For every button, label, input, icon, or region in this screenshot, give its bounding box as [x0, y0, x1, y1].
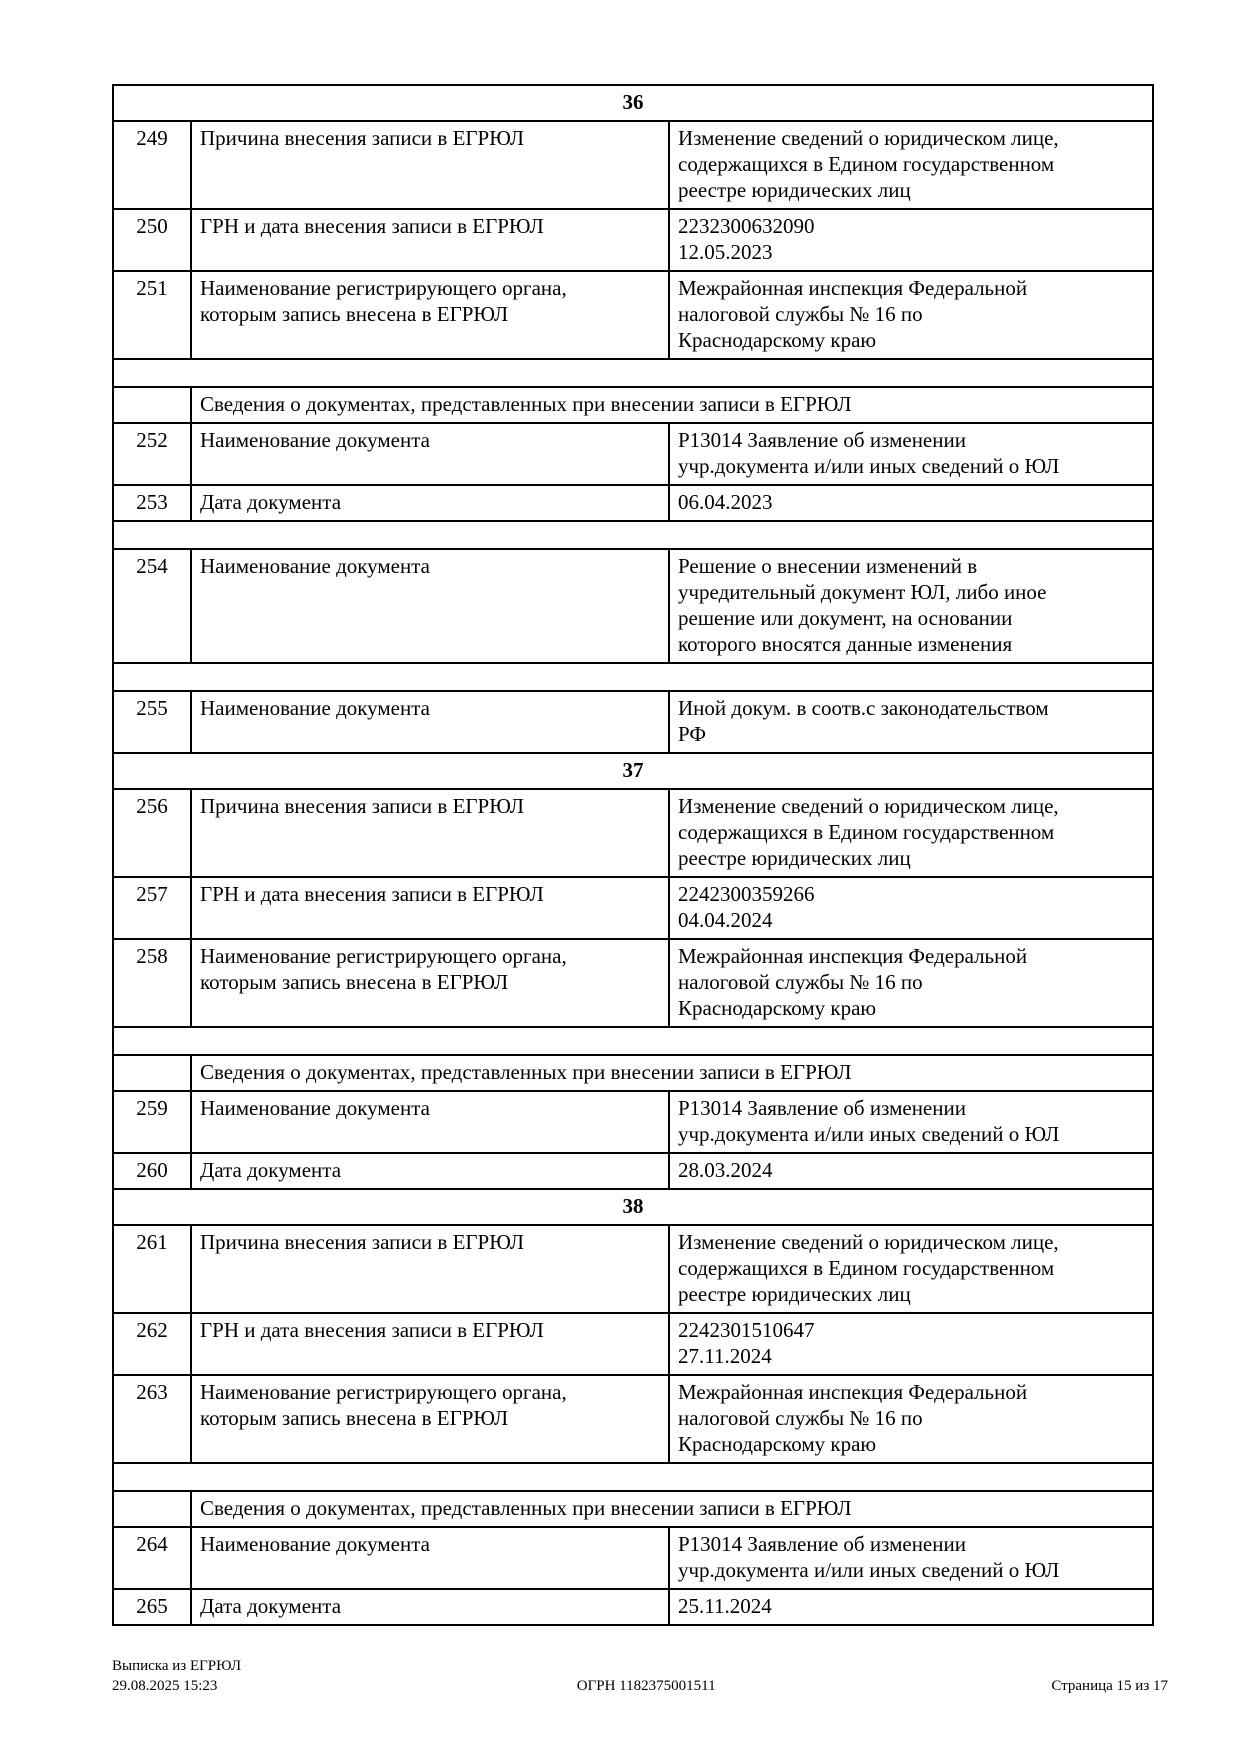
- footer-generated-timestamp: 29.08.2025 15:23: [112, 1678, 218, 1694]
- spacer-row: [113, 1027, 1153, 1055]
- spacer-row: [113, 663, 1153, 691]
- spacer-row: [113, 521, 1153, 549]
- field-row: [113, 939, 1153, 1027]
- spacer-row: [113, 1463, 1153, 1491]
- spacer-cell: [113, 359, 1153, 387]
- row-number-cell: 264: [113, 1527, 191, 1589]
- section-number: 37: [113, 753, 1153, 789]
- field-label-cell: ГРН и дата внесения записи в ЕГРЮЛ: [191, 1313, 669, 1375]
- field-value-cell: Р13014 Заявление об изменении учр.документа и/или иных сведений о ЮЛ: [669, 423, 1153, 485]
- spacer-row: [113, 359, 1153, 387]
- field-label-cell: Наименование документа: [191, 549, 669, 663]
- field-label-cell: Дата документа: [191, 485, 669, 521]
- footer-ogrn: ОГРН 1182375001511: [576, 1678, 716, 1694]
- field-value-cell: Изменение сведений о юридическом лице, содержащихся в Едином государственном реестре юридических лиц: [669, 1225, 1153, 1313]
- footer-doc-info: [112, 1656, 241, 1696]
- documents-info-header-row: [113, 1055, 1153, 1091]
- section-number: 36: [113, 85, 1153, 121]
- field-value-cell: Изменение сведений о юридическом лице, содержащихся в Едином государственном реестре юридических лиц: [669, 121, 1153, 209]
- row-number-cell: 252: [113, 423, 191, 485]
- field-value-cell: Иной докум. в соотв.с законодательством РФ: [669, 691, 1153, 753]
- row-number-cell: 251: [113, 271, 191, 359]
- field-label-cell: Наименование регистрирующего органа, которым запись внесена в ЕГРЮЛ: [191, 1375, 669, 1463]
- field-row: [113, 423, 1153, 485]
- row-number-cell: 255: [113, 691, 191, 753]
- row-number-cell-empty: [113, 1055, 191, 1091]
- row-number-cell-empty: [113, 387, 191, 423]
- field-label-cell: Причина внесения записи в ЕГРЮЛ: [191, 789, 669, 877]
- field-row: [113, 691, 1153, 753]
- field-value-cell: Решение о внесении изменений в учредительный документ ЮЛ, либо иное решение или документ, на основании которого вносятся данные изменения: [669, 549, 1153, 663]
- field-label-cell: Наименование регистрирующего органа, которым запись внесена в ЕГРЮЛ: [191, 939, 669, 1027]
- field-row: [113, 271, 1153, 359]
- footer-page-number: Страница 15 из 17: [1051, 1678, 1168, 1694]
- field-label-cell: Наименование документа: [191, 1091, 669, 1153]
- row-number-cell: 250: [113, 209, 191, 271]
- documents-info-header: Сведения о документах, представленных при внесении записи в ЕГРЮЛ: [191, 387, 1153, 423]
- field-value-cell: 25.11.2024: [669, 1589, 1153, 1625]
- field-row: [113, 1527, 1153, 1589]
- field-value-cell: 28.03.2024: [669, 1153, 1153, 1189]
- field-label-cell: Дата документа: [191, 1589, 669, 1625]
- field-row: [113, 1313, 1153, 1375]
- documents-info-header-row: [113, 1491, 1153, 1527]
- field-label-cell: ГРН и дата внесения записи в ЕГРЮЛ: [191, 877, 669, 939]
- row-number-cell: 257: [113, 877, 191, 939]
- row-number-cell: 253: [113, 485, 191, 521]
- section-header-row: [113, 1189, 1153, 1225]
- field-value-cell: Изменение сведений о юридическом лице, содержащихся в Едином государственном реестре юридических лиц: [669, 789, 1153, 877]
- field-row: [113, 1091, 1153, 1153]
- field-label-cell: Наименование регистрирующего органа, которым запись внесена в ЕГРЮЛ: [191, 271, 669, 359]
- row-number-cell: 262: [113, 1313, 191, 1375]
- row-number-cell: 259: [113, 1091, 191, 1153]
- spacer-cell: [113, 521, 1153, 549]
- documents-info-header: Сведения о документах, представленных при внесении записи в ЕГРЮЛ: [191, 1055, 1153, 1091]
- field-value-cell: 06.04.2023: [669, 485, 1153, 521]
- field-label-cell: Наименование документа: [191, 1527, 669, 1589]
- field-label-cell: Наименование документа: [191, 423, 669, 485]
- field-value-cell: Р13014 Заявление об изменении учр.документа и/или иных сведений о ЮЛ: [669, 1091, 1153, 1153]
- field-row: [113, 209, 1153, 271]
- row-number-cell: 256: [113, 789, 191, 877]
- field-row: [113, 1375, 1153, 1463]
- field-label-cell: Дата документа: [191, 1153, 669, 1189]
- row-number-cell: 258: [113, 939, 191, 1027]
- field-value-cell: 2232300632090 12.05.2023: [669, 209, 1153, 271]
- field-row: [113, 1589, 1153, 1625]
- page-footer: [112, 1656, 1168, 1696]
- field-value-cell: Межрайонная инспекция Федеральной налоговой службы № 16 по Краснодарскому краю: [669, 1375, 1153, 1463]
- field-label-cell: Причина внесения записи в ЕГРЮЛ: [191, 121, 669, 209]
- row-number-cell: 254: [113, 549, 191, 663]
- row-number-cell: 249: [113, 121, 191, 209]
- field-value-cell: Р13014 Заявление об изменении учр.документа и/или иных сведений о ЮЛ: [669, 1527, 1153, 1589]
- field-row: [113, 485, 1153, 521]
- field-label-cell: Наименование документа: [191, 691, 669, 753]
- footer-doc-type: Выписка из ЕГРЮЛ: [112, 1658, 241, 1674]
- section-number: 38: [113, 1189, 1153, 1225]
- field-row: [113, 1225, 1153, 1313]
- section-header-row: [113, 753, 1153, 789]
- section-header-row: [113, 85, 1153, 121]
- spacer-cell: [113, 1027, 1153, 1055]
- row-number-cell: 260: [113, 1153, 191, 1189]
- field-value-cell: 2242301510647 27.11.2024: [669, 1313, 1153, 1375]
- row-number-cell-empty: [113, 1491, 191, 1527]
- field-label-cell: Причина внесения записи в ЕГРЮЛ: [191, 1225, 669, 1313]
- row-number-cell: 265: [113, 1589, 191, 1625]
- field-row: [113, 789, 1153, 877]
- documents-info-header-row: [113, 387, 1153, 423]
- field-value-cell: 2242300359266 04.04.2024: [669, 877, 1153, 939]
- field-value-cell: Межрайонная инспекция Федеральной налоговой службы № 16 по Краснодарскому краю: [669, 939, 1153, 1027]
- field-value-cell: Межрайонная инспекция Федеральной налоговой службы № 16 по Краснодарскому краю: [669, 271, 1153, 359]
- row-number-cell: 261: [113, 1225, 191, 1313]
- spacer-cell: [113, 663, 1153, 691]
- egrul-records-table: [112, 84, 1154, 1626]
- field-row: [113, 1153, 1153, 1189]
- spacer-cell: [113, 1463, 1153, 1491]
- row-number-cell: 263: [113, 1375, 191, 1463]
- field-row: [113, 549, 1153, 663]
- field-row: [113, 877, 1153, 939]
- field-label-cell: ГРН и дата внесения записи в ЕГРЮЛ: [191, 209, 669, 271]
- field-row: [113, 121, 1153, 209]
- documents-info-header: Сведения о документах, представленных при внесении записи в ЕГРЮЛ: [191, 1491, 1153, 1527]
